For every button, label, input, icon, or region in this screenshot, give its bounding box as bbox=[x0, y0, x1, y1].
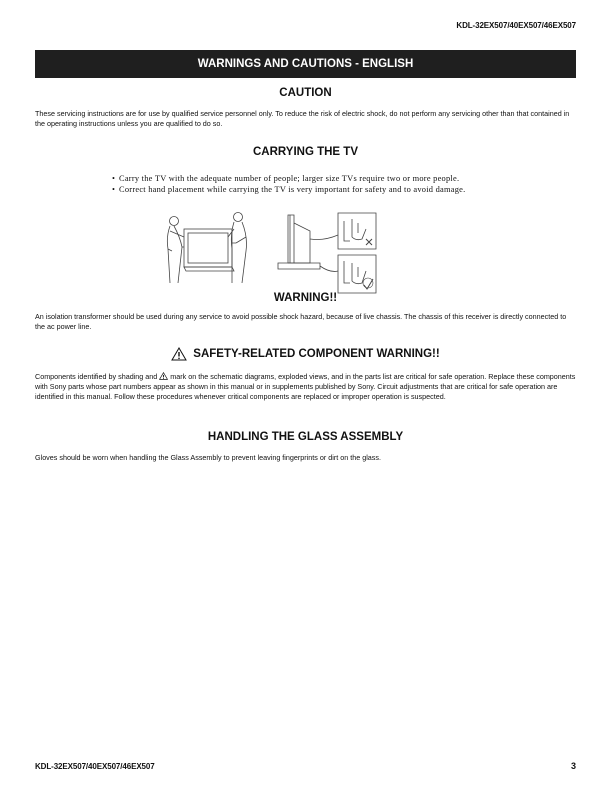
two-people-carrying-tv-illustration bbox=[162, 207, 254, 287]
footer-model-number: KDL-32EX507/40EX507/46EX507 bbox=[35, 762, 155, 771]
caution-heading: CAUTION bbox=[279, 87, 332, 99]
safety-heading: SAFETY-RELATED COMPONENT WARNING!! bbox=[193, 348, 440, 360]
section-banner bbox=[35, 50, 576, 78]
safety-text-start: Components identified by shading and bbox=[35, 372, 158, 381]
carrying-bullet-list bbox=[112, 173, 512, 195]
list-item: • Carry the TV with the adequate number of people; larger size TVs require two or more people. bbox=[112, 174, 460, 183]
page-number: 3 bbox=[570, 761, 576, 771]
bullet-text: Carry the TV with the adequate number of people; larger size TVs require two or more people. bbox=[119, 174, 460, 183]
caution-text: These servicing instructions are for use by qualified service personnel only. To reduce the risk of electric shock, do not perform any servicing other than that contained in the operating instructions unless you are qualified to do so. bbox=[35, 109, 570, 128]
list-item: • Correct hand placement while carrying the TV is very important for safety and to avoid damage. bbox=[112, 185, 466, 194]
bullet-text: Correct hand placement while carrying the TV is very important for safety and to avoid damage. bbox=[119, 185, 466, 194]
carrying-heading: CARRYING THE TV bbox=[253, 146, 358, 158]
glass-heading: HANDLING THE GLASS ASSEMBLY bbox=[207, 431, 404, 443]
safety-text bbox=[35, 372, 576, 402]
glass-text: Gloves should be worn when handling the Glass Assembly to prevent leaving fingerprints or dirt on the glass. bbox=[35, 453, 381, 462]
warning-triangle-icon bbox=[171, 347, 187, 361]
safety-text-rest: mark on the schematic diagrams, exploded views, and in the parts list are critical for safe operation. Replace these components with Sony parts whose part numbers appear as shown in this manual or in supplements published by Sony. Circuit adjustments that are critical for safe operation are identified in this manual. Follow these procedures whenever critical components are replaced or improper operation is suspected. bbox=[35, 372, 576, 401]
warning-triangle-icon bbox=[159, 372, 168, 380]
hand-placement-illustration bbox=[270, 211, 386, 295]
header-model-number: KDL-32EX507/40EX507/46EX507 bbox=[456, 21, 576, 30]
warning-text: An isolation transformer should be used during any service to avoid possible shock hazard, because of live chassis. The chassis of this receiver is directly connected to the ac power line. bbox=[35, 312, 567, 331]
safety-heading-row bbox=[35, 347, 576, 361]
banner-title: WARNINGS AND CAUTIONS - ENGLISH bbox=[197, 58, 414, 70]
warning-heading: WARNING!! bbox=[273, 292, 338, 304]
